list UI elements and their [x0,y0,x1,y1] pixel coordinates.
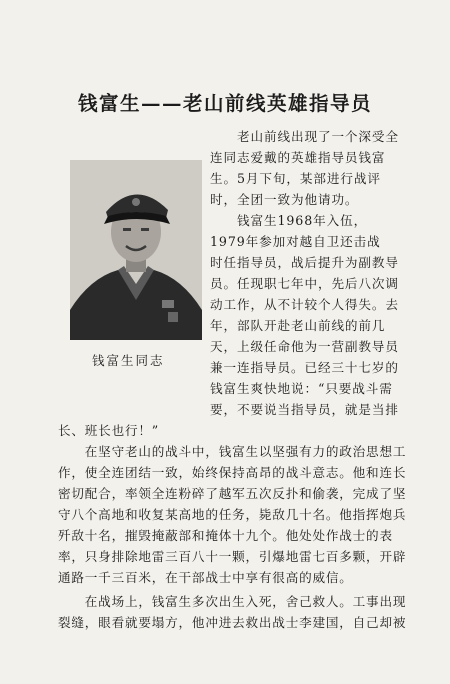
body-line: 率，只身排除地雷三百八十一颗，引爆地雷七百多颗，开辟 [58,549,407,564]
column-line: 年，部队开赴老山前线的前几 [210,318,386,333]
column-line: 时，全团一致为他请功。 [210,192,359,207]
body-line: 密切配合，率领全连粉碎了越军五次反扑和偷袭，完成了坚 [58,486,407,501]
body-line: 守八个高地和收复某高地的任务，毙敌几十名。他指挥炮兵 [58,507,407,522]
column-line: 1979年参加对越自卫还击战 [210,234,381,249]
body-line: 长、班长也行！” [58,423,159,438]
column-line: 兼一连指导员。已经三十七岁的 [210,360,399,375]
column-line: 天，上级任命他为一营副教导员 [210,339,399,354]
column-line: 钱富生爽快地说：“只要战斗需 [210,381,393,396]
column-line: 员。任现职七年中，先后八次调 [210,276,399,291]
body-line: 通路一千三百米，在干部战士中享有很高的威信。 [58,570,353,585]
body-line: 在战场上，钱富生多次出生入死，舍己救人。工事出现 [58,594,407,609]
photo-caption: 钱富生同志 [92,353,165,368]
column-line: 连同志爱戴的英雄指导员钱富 [210,150,386,165]
column-line: 时任指导员，战后提升为副教导 [210,255,399,270]
column-line: 要，不要说当指导员，就是当排 [210,402,399,417]
column-line: 老山前线出现了一个深受全 [210,129,399,144]
article-title: 钱富生——老山前线英雄指导员 [77,92,372,115]
body-line: 作，使全连团结一致，始终保持高昂的战斗意志。他和连长 [58,465,407,480]
portrait-photo [70,160,202,340]
soldier-portrait-image [70,160,202,340]
column-line: 钱富生1968年入伍， [210,213,368,228]
body-line: 在坚守老山的战斗中，钱富生以坚强有力的政治思想工 [58,444,407,459]
column-line: 生。5月下旬，某部进行战评 [210,171,381,186]
body-line: 裂缝，眼看就要塌方，他冲进去救出战士李建国，自己却被 [58,615,407,630]
body-line: 歼敌十名，摧毁掩蔽部和掩体十九个。他处处作战士的表 [58,528,393,543]
column-line: 动工作，从不计较个人得失。去 [210,297,399,312]
